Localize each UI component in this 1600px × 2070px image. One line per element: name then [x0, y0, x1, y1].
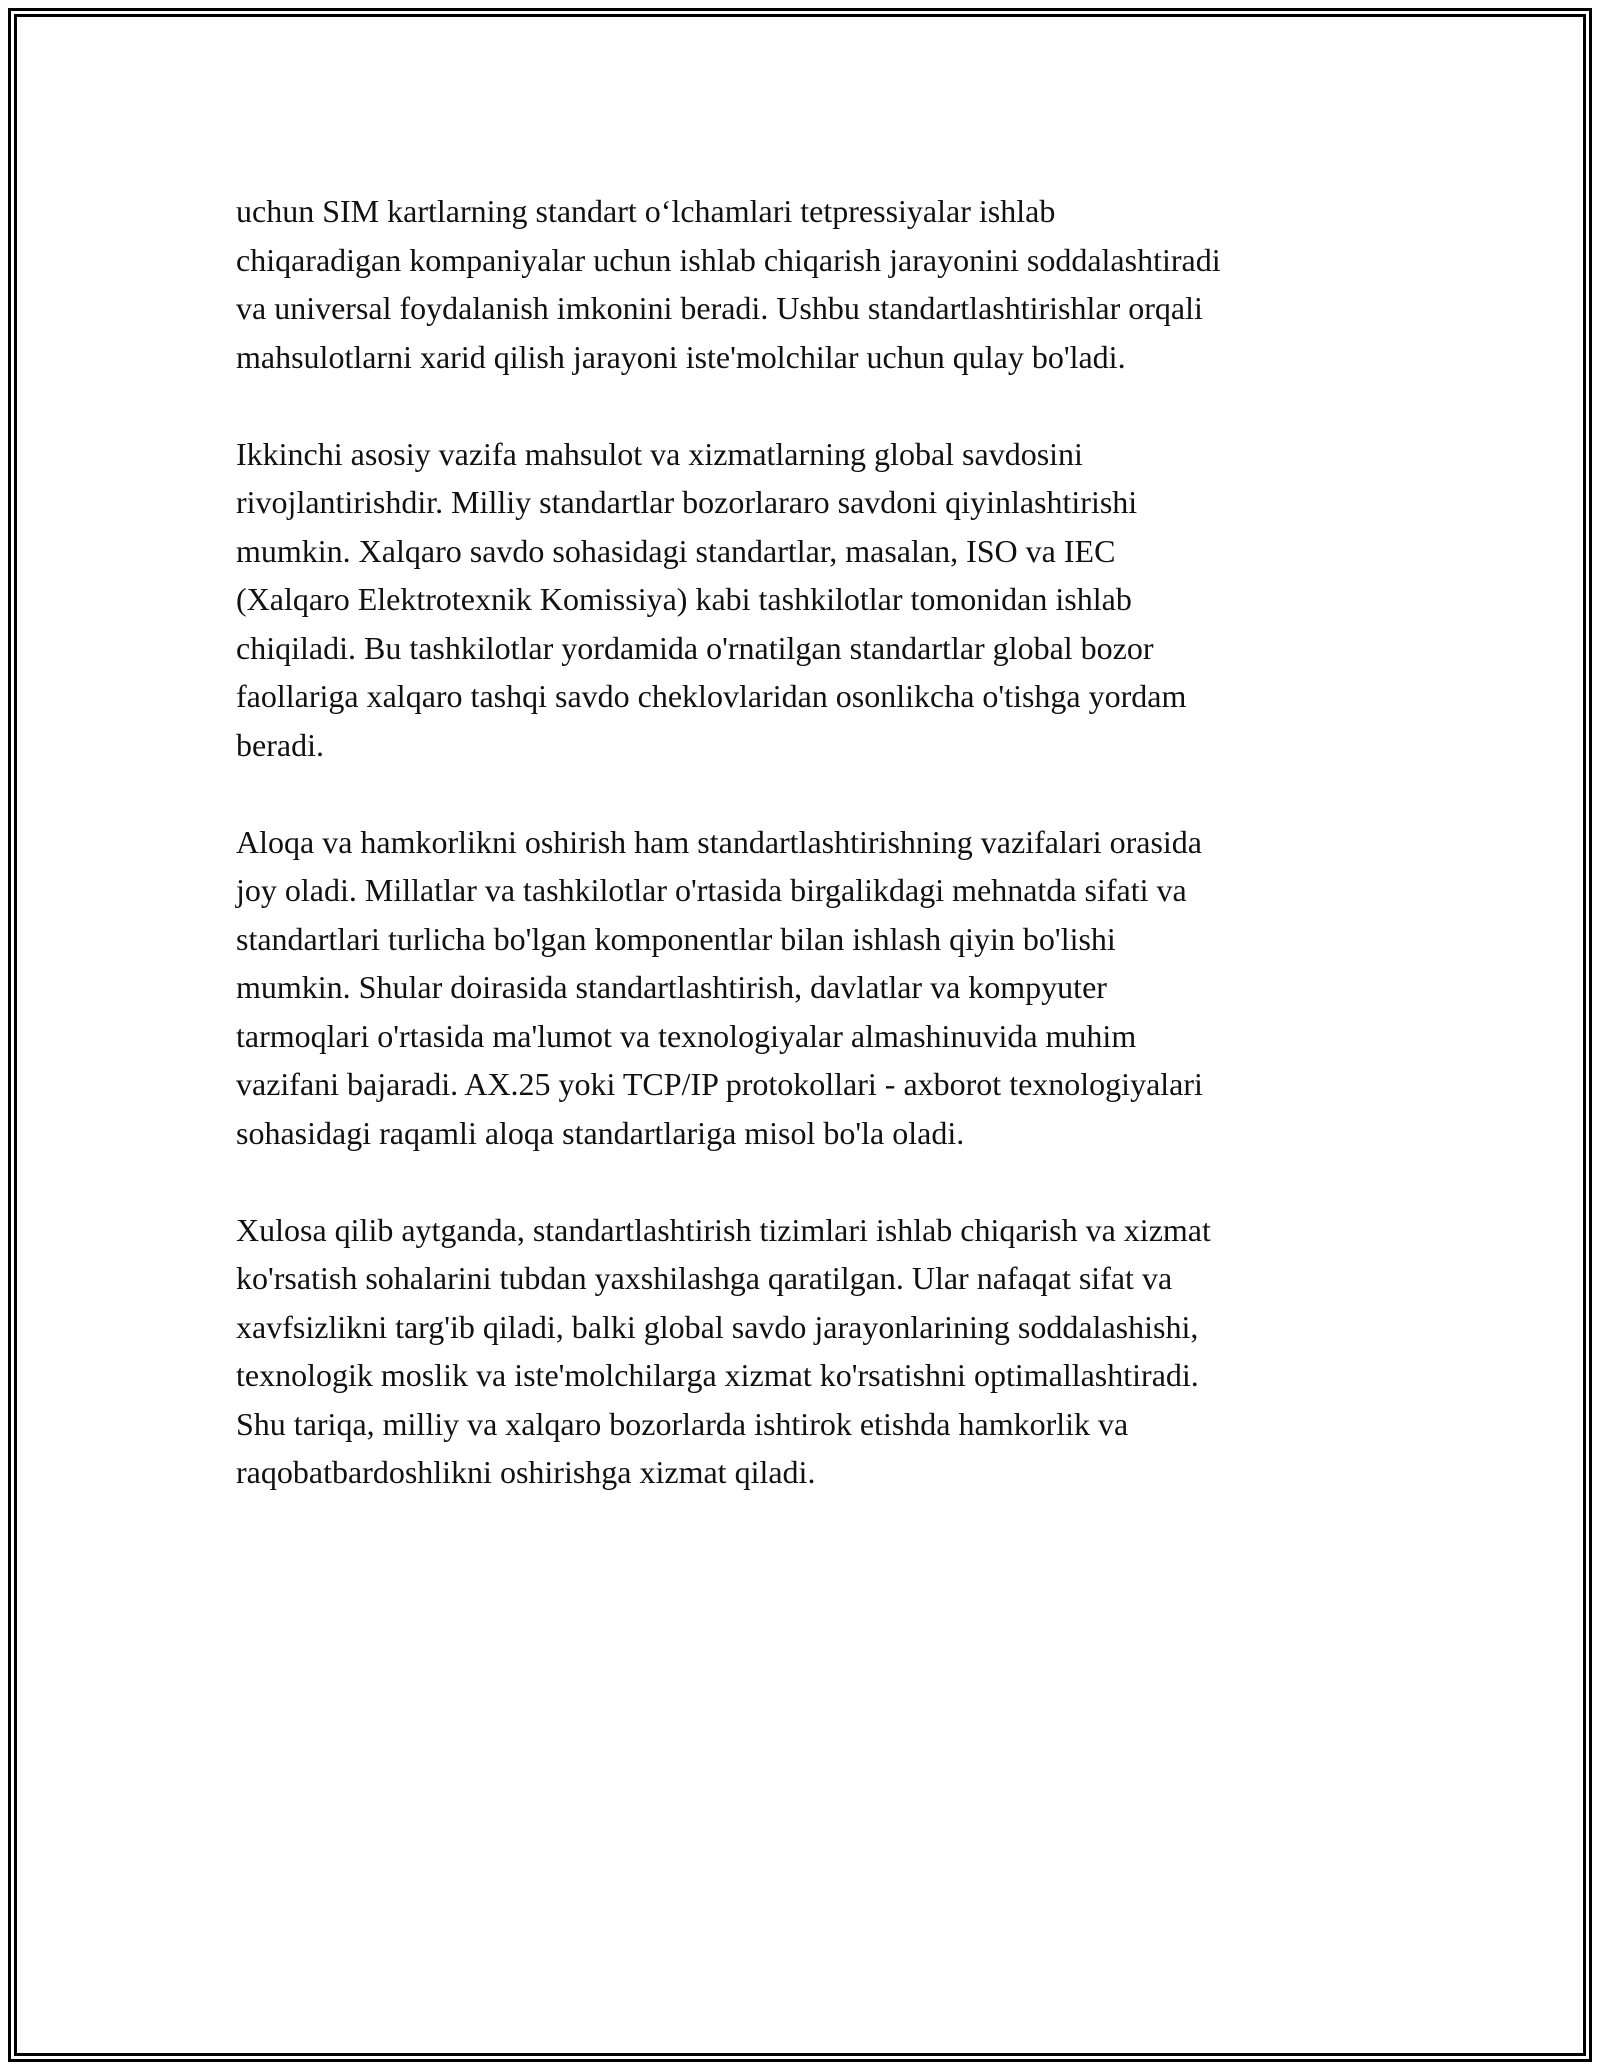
- text-line: Ikkinchi asosiy vazifa mahsulot va xizmatlarning global savdosini: [236, 435, 1083, 472]
- paragraph-1: [236, 187, 1376, 381]
- text-line: ko'rsatish sohalarini tubdan yaxshilashga qaratilgan. Ular nafaqat sifat va: [236, 1260, 1173, 1296]
- text-line: chiqiladi. Bu tashkilotlar yordamida o'rnatilgan standartlar global bozor: [236, 629, 1154, 666]
- text-line: faollariga xalqaro tashqi savdo cheklovlaridan osonlikcha o'tishga yordam: [236, 678, 1187, 714]
- text-line: tarmoqlari o'rtasida ma'lumot va texnologiyalar almashinuvida muhim: [236, 1017, 1137, 1054]
- text-line: texnologik moslik va iste'molchilarga xizmat ko'rsatishni optimallashtiradi.: [236, 1357, 1199, 1393]
- text-line: standartlari turlicha bo'lgan komponentlar bilan ishlash qiyin bo'lishi: [236, 920, 1116, 957]
- text-line: vazifani bajaradi. AX.25 yoki TCP/IP protokollari - axborot texnologiyalari: [236, 1066, 1203, 1102]
- paragraph-3: [236, 818, 1376, 1158]
- paragraph-2: [236, 430, 1376, 770]
- text-line: raqobatbardoshlikni oshirishga xizmat qiladi.: [236, 1454, 816, 1490]
- text-line: mumkin. Shular doirasida standartlashtirish, davlatlar va kompyuter: [236, 969, 1107, 1005]
- text-line: Xulosa qilib aytganda, standartlashtirish tizimlari ishlab chiqarish va xizmat: [236, 1211, 1211, 1248]
- text-line: (Xalqaro Elektrotexnik Komissiya) kabi tashkilotlar tomonidan ishlab: [236, 581, 1132, 617]
- text-line: xavfsizlikni targ'ib qiladi, balki global savdo jarayonlarining soddalashishi,: [236, 1308, 1199, 1345]
- text-line: Shu tariqa, milliy va xalqaro bozorlarda ishtirok etishda hamkorlik va: [236, 1405, 1129, 1442]
- text-line: mumkin. Xalqaro savdo sohasidagi standartlar, masalan, ISO va IEC: [236, 532, 1116, 569]
- text-line: beradi.: [236, 726, 324, 763]
- text-line: Aloqa va hamkorlikni oshirish ham standartlashtirishning vazifalari orasida: [236, 823, 1202, 860]
- text-line: joy oladi. Millatlar va tashkilotlar o'rtasida birgalikdagi mehnatda sifati va: [236, 872, 1187, 908]
- paragraph-4: [236, 1206, 1376, 1497]
- text-line: mahsulotlarni xarid qilish jarayoni iste'molchilar uchun qulay bo'ladi.: [236, 338, 1126, 375]
- text-line: va universal foydalanish imkonini beradi. Ushbu standartlashtirishlar orqali: [236, 290, 1203, 326]
- text-line: rivojlantirishdir. Milliy standartlar bozorlararo savdoni qiyinlashtirishi: [236, 484, 1138, 520]
- text-line: chiqaradigan kompaniyalar uchun ishlab chiqarish jarayonini soddalashtiradi: [236, 241, 1221, 278]
- text-line: sohasidagi raqamli aloqa standartlariga misol bo'la oladi.: [236, 1114, 965, 1151]
- text-line: uchun SIM kartlarning standart o‘lchamlari tetpressiyalar ishlab: [236, 193, 1056, 229]
- document-body: [236, 187, 1376, 1497]
